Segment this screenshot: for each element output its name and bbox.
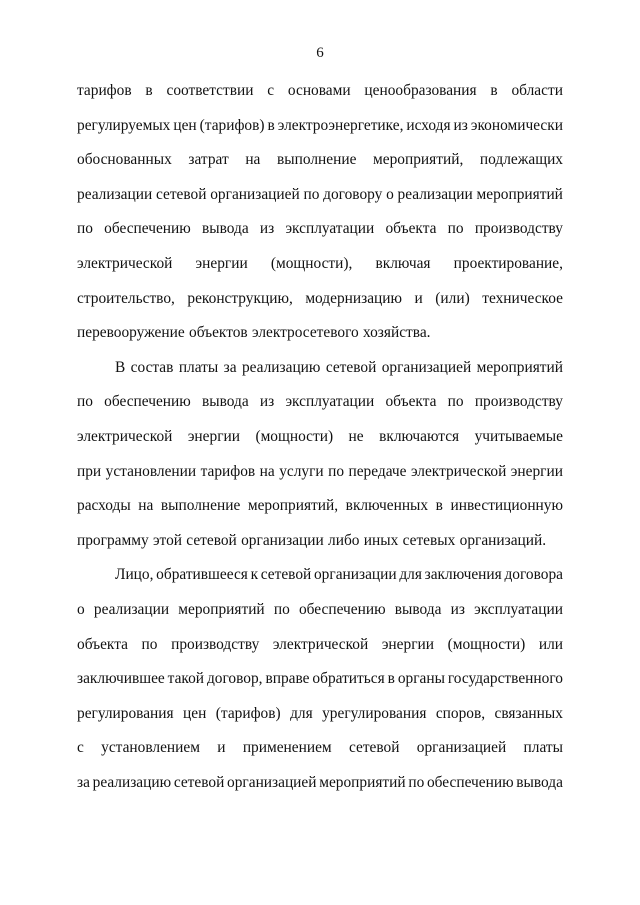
word: расходы [77,497,131,515]
word: заключения [424,566,502,584]
word: организацией [227,773,317,791]
word: обеспечению [298,600,386,618]
word: организаций. [459,531,547,549]
word: обеспечению [104,393,191,411]
text-line [77,564,563,599]
word: установлением [101,739,200,757]
word: регулируемых [77,116,171,134]
word: в [145,82,153,99]
word: исходя [406,116,451,134]
word: включая [375,254,431,272]
word: объекта [385,220,437,238]
word: из [453,116,468,134]
word: (тарифов) [215,704,281,722]
text-line [77,184,563,219]
word: соответствии [166,82,254,99]
word: сетевой [155,185,207,203]
word: мероприятий [476,185,563,203]
word: договору [323,185,383,203]
word: по [408,773,425,791]
word: на [245,151,261,169]
word: организации [313,566,397,584]
word: обратившееся [156,566,248,584]
word: проектирование, [453,254,563,272]
word: цен [173,116,197,134]
word: по [447,220,464,238]
word: (мощности) [255,427,334,445]
text-line [77,391,563,426]
word: вывода [516,773,563,791]
word: урегулирования [322,704,427,722]
text-line [77,599,563,634]
word: электрической [272,635,369,653]
word: эксплуатации [285,393,375,411]
word: по [273,600,290,618]
word: объекта [385,393,437,411]
document-body [77,80,563,806]
word: такой [167,670,205,688]
word: энергии [510,462,563,480]
word: в [490,82,498,99]
word: за [223,358,237,376]
word: по [77,393,93,411]
word: либо [328,531,360,549]
paragraph [77,357,563,565]
word: электроэнергетике, [277,116,404,134]
word: сетевой [173,773,225,791]
word: состав [130,358,174,376]
word: в [435,497,443,515]
text-line [77,218,563,253]
word: объекта [77,635,128,653]
text-line [77,80,563,115]
word: (мощности), [270,254,353,272]
word: платы [178,358,219,376]
paragraph [77,564,563,806]
word: установлении [105,462,197,480]
text-line [77,668,563,703]
word: выполнение [277,151,357,169]
word: обоснованных [77,151,172,169]
word: организацией [381,358,472,376]
word: выполнение [160,497,241,515]
word: органы [397,670,445,688]
word: реализацию [92,773,172,791]
word: реализации [93,600,170,618]
word: энергии [381,635,434,653]
word: не [348,427,364,445]
word: на [259,462,275,480]
word: инвестиционную [450,497,563,515]
word: сетевых [402,531,456,549]
text-line [77,322,563,357]
word: вывода [201,393,249,411]
word: энергии [195,254,248,272]
word: по [447,393,464,411]
word: по [141,635,158,653]
word: мероприятий [178,600,265,618]
word: из [259,393,275,411]
text-line [77,495,563,530]
word: государственного [447,670,563,688]
word: электрической [410,462,507,480]
word: из [450,600,465,618]
word: обратиться [312,670,385,688]
word: к [250,566,259,584]
word: электросетевого [252,324,359,342]
word: электрической [77,427,173,445]
word: энергии [187,427,240,445]
word: организацией [210,185,300,203]
word: (мощности) [447,635,526,653]
word: мероприятий, [373,151,464,169]
word: затрат [188,151,229,169]
text-line [77,737,563,772]
word: техническое [482,289,563,307]
text-line [77,115,563,150]
word: платы [523,739,563,757]
word: реализации [77,185,153,203]
word: В [115,358,126,376]
word: связанных [494,704,563,722]
word: производству [474,393,563,411]
word: при [77,462,102,480]
word: на [138,497,154,515]
word: вправе [265,670,310,688]
word: этой [152,531,182,549]
text-line [77,703,563,738]
word: мероприятий [319,773,406,791]
word: ценообразования [364,82,477,99]
word: о [386,185,394,203]
text-line [77,253,563,288]
word: тарифов [77,82,132,99]
word: строительство, [77,289,175,307]
word: передаче [348,462,407,480]
word: основами [287,82,351,99]
word: по [303,185,320,203]
word: с [77,739,84,757]
page-number: 6 [316,45,324,61]
word: договор, [206,670,263,688]
word: реализации [397,185,473,203]
word: эксплуатации [474,600,563,618]
word: производству [171,635,260,653]
word: объектов [189,324,248,342]
word: области [511,82,563,99]
word: договора [504,566,563,584]
text-line [77,357,563,392]
text-line [77,530,563,565]
word: и [217,739,226,757]
word: программу [77,531,149,549]
word: из [259,220,275,238]
word: обеспечению [426,773,514,791]
word: модернизацию [305,289,403,307]
word: с [267,82,275,99]
word: по [77,220,93,238]
word: электрической [77,254,173,272]
word: для [290,704,313,722]
word: сетевой [186,531,237,549]
text-line [77,634,563,669]
word: сетевой [325,358,377,376]
word: включаются [379,427,460,445]
paragraph [77,80,563,357]
word: перевооружение [77,324,185,342]
word: мероприятий, [247,497,339,515]
word: регулирования [77,704,174,722]
word: по [328,462,345,480]
word: реконструкцию, [187,289,293,307]
word: о [77,600,85,618]
word: споров, [435,704,486,722]
word: для [399,566,422,584]
text-line [77,288,563,323]
word: цен [183,704,207,722]
word: или [538,635,563,653]
text-line [77,149,563,184]
word: услуги [279,462,324,480]
word: организацией [416,739,507,757]
word: производству [474,220,563,238]
word: Лицо, [115,566,154,584]
word: обеспечению [104,220,191,238]
word: (тарифов) [199,116,265,134]
word: в [387,670,395,688]
word: хозяйства. [363,324,431,342]
word: эксплуатации [285,220,375,238]
text-line [77,461,563,496]
word: учитываемые [474,427,563,445]
word: иных [363,531,399,549]
word: за [77,773,90,791]
word: тарифов [200,462,256,480]
word: подлежащих [479,151,563,169]
word: экономически [470,116,563,134]
word: организации [241,531,324,549]
word: заключившее [77,670,165,688]
word: реализацию [241,358,321,376]
word: вывода [201,220,249,238]
word: и [414,289,423,307]
word: (или) [435,289,470,307]
word: вывода [394,600,442,618]
word: мероприятий [476,358,563,376]
text-line [77,772,563,807]
word: сетевой [348,739,400,757]
word: в [267,116,275,134]
word: сетевой [260,566,312,584]
text-line [77,426,563,461]
word: применением [242,739,332,757]
word: включенных [345,497,429,515]
